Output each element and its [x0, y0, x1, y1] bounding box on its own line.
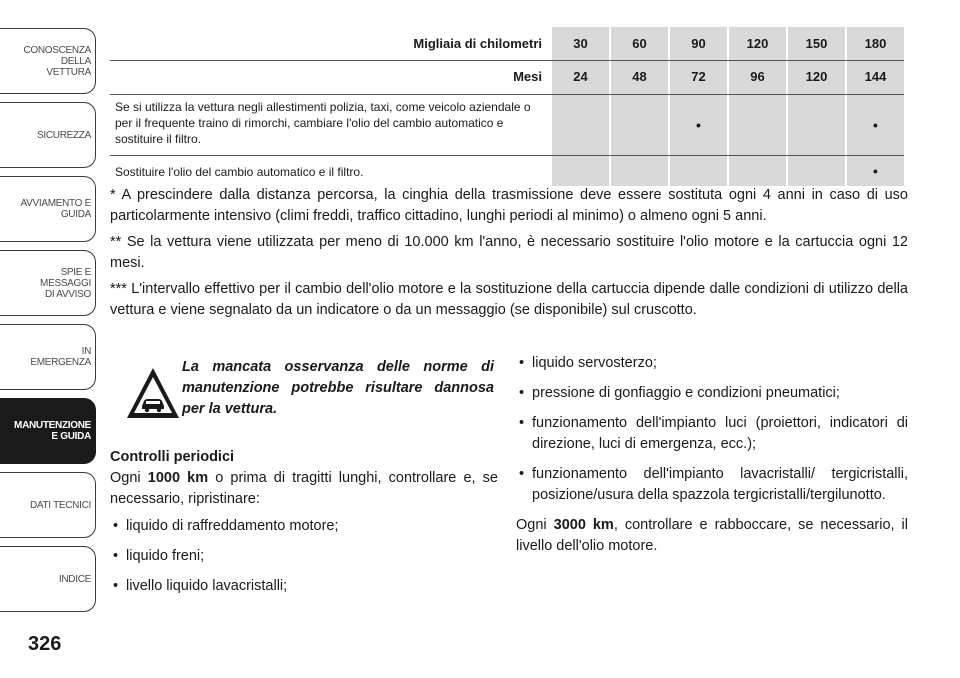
list-item: • liquido di raffreddamento motore;: [110, 516, 498, 537]
row-mark-cell: [729, 156, 786, 186]
check-list: [516, 353, 908, 506]
tab-spie-messaggi[interactable]: SPIE E MESSAGGI DI AVVISO: [0, 250, 96, 316]
footnote: * A prescindere dalla distanza percorsa, la cinghia della trasmissione deve essere sostituta ogni 4 anni in caso di uso particolarmente intensivo (climi freddi, traffico cittadino, lunghi periodi al minimo) o almeno ogni 5 anni.: [110, 187, 908, 224]
table-header-km: [110, 27, 904, 60]
list-item: • liquido servosterzo;: [516, 353, 908, 374]
right-column: [516, 353, 908, 563]
left-column: [110, 355, 498, 606]
table-header-months: [110, 60, 904, 95]
row-mark-cell: [788, 95, 845, 155]
section-title: Controlli periodici: [110, 449, 235, 465]
header-month-cell: 120: [788, 61, 845, 94]
header-month-cell: 144: [847, 61, 904, 94]
row-description: Sostituire l'olio del cambio automatico e il filtro.: [115, 165, 364, 179]
maintenance-table: [110, 27, 904, 186]
header-months-label: Mesi: [513, 69, 542, 84]
page-number: 326: [28, 633, 62, 655]
row-description: Se si utilizza la vettura negli allestimenti polizia, taxi, come veicolo aziendale o per il frequente traino di rimorchi, cambiare l'olio del cambio automatico e sostituire il filtro.: [115, 100, 531, 146]
table-row: [110, 156, 904, 186]
row-mark-cell: [552, 95, 609, 155]
row-mark-cell: [670, 156, 727, 186]
header-km-cell: 180: [847, 27, 904, 60]
tab-sicurezza[interactable]: SICUREZZA: [0, 102, 96, 168]
list-item: • liquido freni;: [110, 546, 498, 567]
list-item: • funzionamento dell'impianto lavacristalli/ tergicristalli, posizione/usura della spazzola tergicristalli/tergilunotto.: [516, 464, 908, 506]
header-km-cell: 60: [611, 27, 668, 60]
header-km-cell: 120: [729, 27, 786, 60]
header-km-cell: 150: [788, 27, 845, 60]
warning-text: La mancata osservanza delle norme di manutenzione potrebbe risultare dannosa per la vettura.: [182, 359, 494, 417]
warning-triangle-icon: [124, 365, 182, 423]
tab-avviamento-guida[interactable]: AVVIAMENTO E GUIDA: [0, 176, 96, 242]
tab-dati-tecnici[interactable]: DATI TECNICI: [0, 472, 96, 538]
header-km-cell: 30: [552, 27, 609, 60]
list-item: • funzionamento dell'impianto luci (proiettori, indicatori di direzione, luci di emergenza, ecc.);: [516, 413, 908, 455]
row-mark-cell: [611, 156, 668, 186]
warning-box: [110, 355, 498, 435]
tab-manutenzione[interactable]: MANUTENZIONE E GUIDA: [0, 398, 96, 464]
header-month-cell: 48: [611, 61, 668, 94]
footnote: *** L'intervallo effettivo per il cambio dell'olio motore e la sostituzione della cartuccia dipende dalle condizioni di utilizzo della vettura e viene segnalato da un indicatore o da un messaggio (se disponibile) sul cruscotto.: [110, 281, 908, 318]
footnote: ** Se la vettura viene utilizzata per meno di 10.000 km l'anno, è necessario sostituire l'olio motore e la cartuccia ogni 12 mesi.: [110, 234, 908, 271]
row-mark-cell: [788, 156, 845, 186]
table-row: [110, 95, 904, 156]
check-list: [110, 516, 498, 597]
header-km-label: Migliaia di chilometri: [413, 36, 542, 51]
intro-paragraph: Ogni 1000 km o prima di tragitti lunghi, controllare e, se necessario, ripristinare:: [110, 470, 498, 507]
list-item: • livello liquido lavacristalli;: [110, 576, 498, 597]
header-month-cell: 96: [729, 61, 786, 94]
row-mark-cell: •: [670, 95, 727, 155]
table-footnotes: [110, 185, 908, 326]
row-mark-cell: [729, 95, 786, 155]
outro-paragraph: Ogni 3000 km, controllare e rabboccare, se necessario, il livello dell'olio motore.: [516, 517, 908, 554]
tab-indice[interactable]: INDICE: [0, 546, 96, 612]
header-month-cell: 24: [552, 61, 609, 94]
row-mark-cell: •: [847, 156, 904, 186]
tab-conoscenza-vettura[interactable]: CONOSCENZA DELLA VETTURA: [0, 28, 96, 94]
header-month-cell: 72: [670, 61, 727, 94]
row-mark-cell: •: [847, 95, 904, 155]
list-item: • pressione di gonfiaggio e condizioni pneumatici;: [516, 383, 908, 404]
tab-emergenza[interactable]: IN EMERGENZA: [0, 324, 96, 390]
row-mark-cell: [611, 95, 668, 155]
header-km-cell: 90: [670, 27, 727, 60]
row-mark-cell: [552, 156, 609, 186]
